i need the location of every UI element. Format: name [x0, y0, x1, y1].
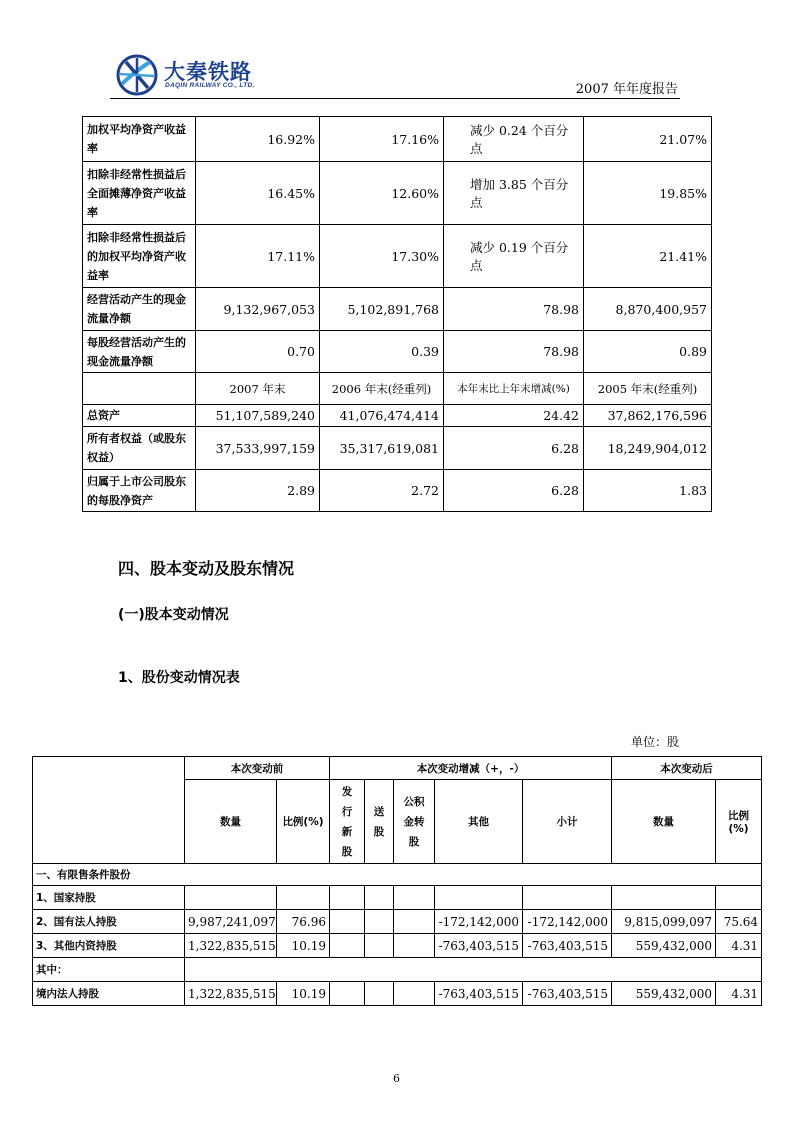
table-row: 每股经营活动产生的现金流量净额 0.70 0.39 78.98 0.89 [83, 331, 712, 373]
table-row: 归属于上市公司股东的每股净资产 2.89 2.72 6.28 1.83 [83, 470, 712, 512]
table-row: 加权平均净资产收益率 16.92% 17.16% 减少 0.24 个百分点 21.07% [83, 117, 712, 162]
share-change-table [32, 756, 762, 1006]
page-number: 6 [393, 1072, 400, 1085]
logo-text-cn: 大秦铁路 [164, 60, 252, 84]
table-row: 3、其他内资持股 1,322,835,515 10.19 -763,403,515 -763,403,515 559,432,000 4.31 [33, 934, 762, 958]
table-subheader-row: 2007 年末 2006 年末(经重列) 本年末比上年末增减(%) 2005 年末(经重列) [83, 373, 712, 405]
table-row: 扣除非经常性损益后的加权平均净资产收益率 17.11% 17.30% 减少 0.19 个百分点 21.41% [83, 225, 712, 288]
table-row: 一、有限售条件股份 [33, 864, 762, 886]
unit-label: 单位：股 [631, 735, 680, 749]
table-row: 1、国家持股 [33, 886, 762, 910]
table-row: 所有者权益（或股东权益） 37,533,997,159 35,317,619,081 6.28 18,249,904,012 [83, 427, 712, 470]
logo-text-en: DAQIN RAILWAY CO., LTD. [165, 82, 255, 89]
subsection-title: (一)股本变动情况 [118, 607, 229, 623]
table-row: 扣除非经常性损益后全面摊薄净资产收益率 16.45% 12.60% 增加 3.85 个百分点 19.85% [83, 162, 712, 225]
page-header [110, 52, 680, 96]
table-row: 2、国有法人持股 9,987,241,097 76.96 -172,142,000 -172,142,000 9,815,099,097 75.64 [33, 910, 762, 934]
report-title: 2007 年年度报告 [575, 82, 678, 97]
header-divider [110, 98, 680, 99]
table-row: 其中： [33, 958, 762, 982]
subsubsection-title: 1、股份变动情况表 [118, 670, 240, 686]
table-header-row: 本次变动前 本次变动增减（+，-） 本次变动后 [33, 757, 762, 780]
table-row: 境内法人持股 1,322,835,515 10.19 -763,403,515 -763,403,515 559,432,000 4.31 [33, 982, 762, 1006]
table-header-row: 数量 比例(%) 发行新股 送股 公积金转股 其他 小计 数量 比例 (%) [33, 780, 762, 864]
section-title: 四、股本变动及股东情况 [118, 559, 295, 578]
table-row: 总资产 51,107,589,240 41,076,474,414 24.42 37,862,176,596 [83, 405, 712, 427]
company-logo-icon [116, 54, 158, 96]
table-row: 经营活动产生的现金流量净额 9,132,967,053 5,102,891,768 78.98 8,870,400,957 [83, 288, 712, 331]
financial-indicators-table [82, 116, 712, 512]
